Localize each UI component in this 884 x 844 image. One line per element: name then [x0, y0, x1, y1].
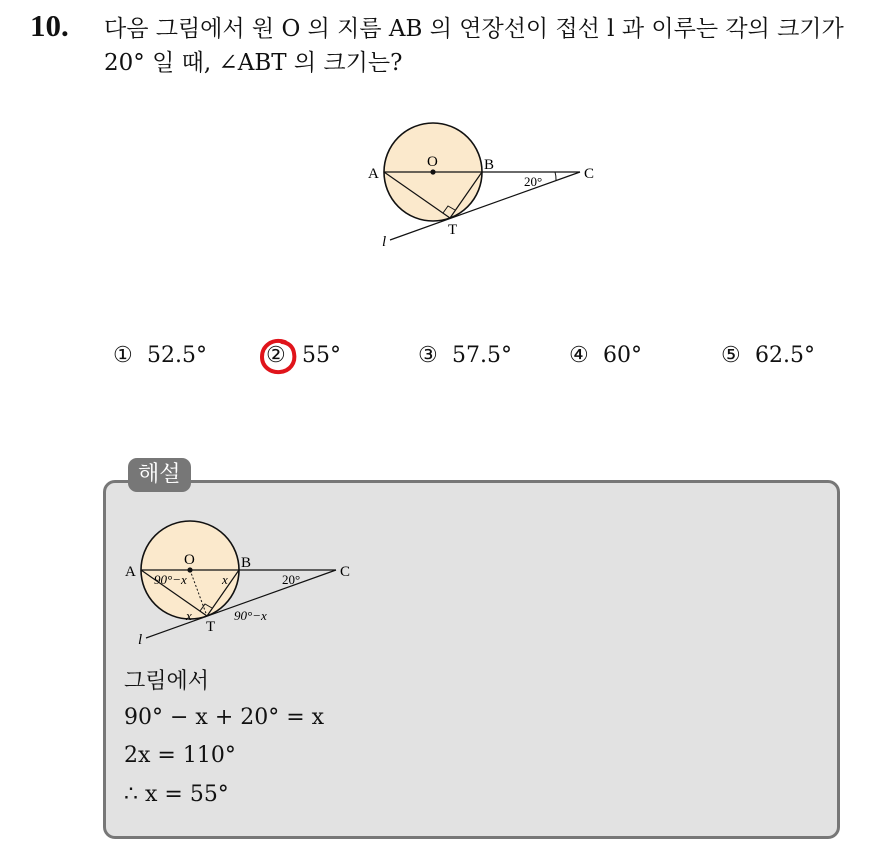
solution-line-2: 90° − x + 20° = x: [124, 705, 325, 730]
solution-line-3: 2x = 110°: [124, 743, 236, 768]
choice-1-number: ①: [113, 343, 133, 368]
solution-center-dot: [187, 567, 192, 572]
question-text: 다음 그림에서 원 O 의 지름 AB 의 연장선이 접선 l 과 이루는 각의 크기가 20° 일 때, ∠ABT 의 크기는?: [104, 16, 844, 76]
choice-1-text: 52.5°: [147, 343, 207, 368]
choice-5-text: 62.5°: [755, 343, 815, 368]
solution-label-angle-c: 20°: [282, 572, 301, 587]
label-a: A: [368, 166, 379, 182]
label-c: C: [584, 166, 595, 182]
choice-4-text: 60°: [603, 343, 642, 368]
choice-3-number: ③: [418, 343, 438, 368]
solution-label-a: A: [125, 564, 136, 580]
choice-3-text: 57.5°: [452, 343, 512, 368]
choice-3[interactable]: [418, 343, 512, 368]
choice-4-number: ④: [569, 343, 589, 368]
solution-figure: [118, 514, 368, 646]
question-figure: [360, 112, 620, 252]
center-dot: [430, 169, 435, 174]
label-angle-c: 20°: [524, 174, 543, 189]
label-t: T: [448, 222, 458, 238]
label-b: B: [484, 157, 495, 173]
choice-1[interactable]: [113, 343, 207, 368]
solution-label-angle-b: x: [222, 572, 228, 587]
solution-label-c: C: [340, 564, 351, 580]
solution-label-angle-a: 90°−x: [154, 572, 187, 587]
question-number: 10.: [30, 8, 69, 43]
solution-line-1: 그림에서: [124, 669, 210, 694]
angle-arc-c: [555, 172, 556, 180]
choice-5-number: ⑤: [721, 343, 741, 368]
choice-2-text: 55°: [302, 343, 341, 368]
solution-tag: 해설: [128, 458, 191, 492]
choice-5[interactable]: [721, 343, 815, 368]
solution-label-b: B: [241, 555, 252, 571]
solution-label-angle-t-right: 90°−x: [234, 608, 267, 623]
solution-label-angle-t-left: x: [186, 608, 192, 623]
solution-label-t: T: [206, 619, 216, 635]
solution-line-4: ∴ x = 55°: [124, 782, 229, 807]
label-o: O: [427, 154, 438, 170]
solution-label-o: O: [184, 552, 195, 568]
label-l: l: [382, 234, 387, 250]
choice-2-number: ②: [266, 343, 286, 368]
selected-answer-circle-mark: [258, 336, 298, 376]
choice-4[interactable]: [569, 343, 642, 368]
solution-label-l: l: [138, 632, 143, 646]
